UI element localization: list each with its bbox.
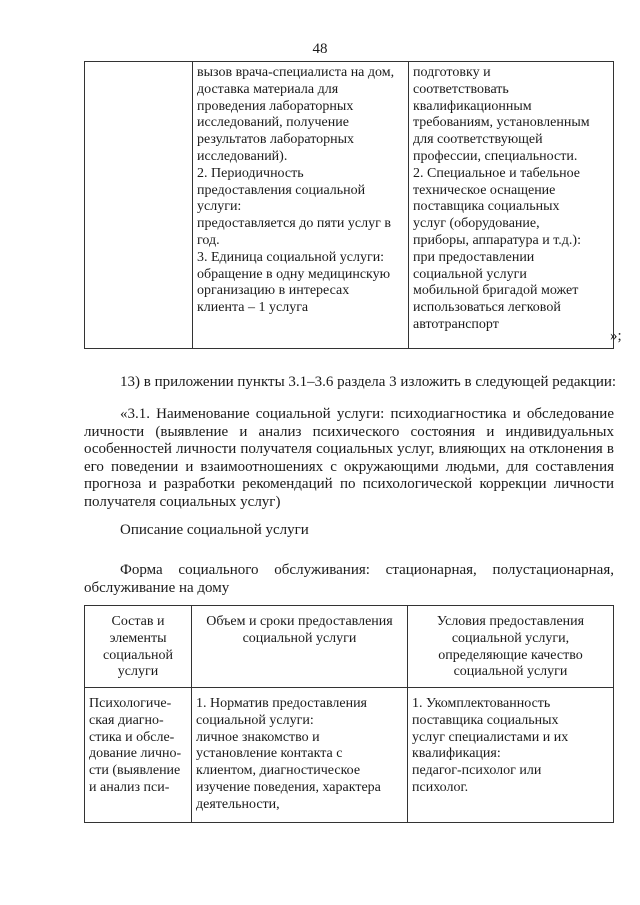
cell-line: квалификационным [413, 98, 532, 114]
cell-line: изучение поведения, характера [196, 779, 381, 795]
cell-line: деятельности, [196, 796, 280, 812]
cell-line: и анализ пси- [89, 779, 170, 795]
table-cell-volume [192, 688, 408, 823]
cell-line: предоставляется до пяти услуг в [197, 216, 391, 232]
header-line: Объем и сроки предоставления [206, 614, 393, 629]
cell-line: психолог. [412, 779, 469, 795]
cell-line: личное знакомство и [196, 729, 320, 745]
cell-line: 2. Специальное и табельное [413, 165, 581, 181]
cell-line: поставщика социальных [412, 712, 559, 728]
table-row [85, 62, 614, 349]
table-cell-composition [85, 688, 192, 823]
header-line: Условия предоставления [436, 614, 585, 629]
table-cell-conditions [408, 688, 614, 823]
cell-line: исследований). [197, 148, 288, 164]
cell-line: услуг (оборудование, [413, 216, 540, 232]
cell-line: социальной услуги [413, 266, 527, 282]
header-conditions [408, 606, 614, 688]
cell-line: соответствовать [413, 81, 509, 97]
header-line: социальной услуги, [451, 630, 570, 646]
description-heading: Описание социальной услуги [120, 522, 309, 538]
header-line: социальной [103, 647, 173, 663]
header-line: услуги [117, 664, 159, 680]
table-row [85, 688, 614, 823]
paragraph-line: обслуживание на дому [84, 579, 230, 596]
paragraph-line: «3.1. Наименование социальной услуги: психодиагностика и обследование [120, 406, 614, 422]
cell-line: поставщика социальных [413, 199, 560, 215]
cell-line: 1. Укомплектованность [412, 696, 551, 711]
paragraph-line: особенностей личности получателя социальных услуг, влияющих на отклонения в [84, 441, 614, 457]
cell-line: квалификация: [412, 746, 501, 762]
cell-line: организацию в интересах [197, 283, 350, 299]
continued-service-table [84, 61, 614, 349]
table-header-row [85, 606, 614, 688]
cell-line: для соответствующей [413, 132, 543, 148]
cell-line: клиента – 1 услуга [197, 300, 309, 316]
cell-line: подготовку и [413, 65, 491, 80]
page-number: 48 [312, 41, 328, 57]
cell-line: установление контакта с [196, 746, 343, 762]
paragraph-line: его поведении и взаимоотношениях с окружающими людьми, для составления [84, 458, 614, 475]
cell-line: услуги: [197, 199, 242, 215]
paragraph-line: прогноза и разработки рекомендаций по психологической коррекции личности [84, 476, 614, 492]
header-line: элементы [109, 630, 167, 646]
cell-line: клиентом, диагностическое [196, 763, 361, 779]
cell-line: требованиям, установленным [413, 115, 590, 131]
header-line: социальной услуги [242, 630, 357, 646]
header-line: определяющие качество [438, 647, 583, 663]
cell-line: год. [197, 232, 220, 248]
cell-line: при предоставлении [413, 249, 535, 265]
service-form-paragraph [84, 562, 614, 597]
paragraph-line: получателя социальных услуг) [84, 493, 281, 510]
service-name-paragraph [84, 406, 614, 511]
cell-line: педагог-психолог или [412, 763, 542, 779]
cell-line: предоставления социальной [197, 182, 366, 198]
paragraph-line: личности (выявление и анализ психического состояния и индивидуальных [84, 423, 614, 440]
item-13-paragraph: 13) в приложении пункты 3.1–3.6 раздела 3 изложить в следующей редакции: [120, 374, 617, 390]
cell-line: обращение в одну медицинскую [197, 266, 391, 282]
header-line: Состав и [111, 614, 165, 629]
service-description-table [84, 605, 614, 823]
cell-line: автотранспорт [413, 316, 499, 332]
cell-line: доставка материала для [197, 81, 339, 97]
cell-line: дование лично- [89, 746, 182, 762]
table-cell-composition [85, 62, 193, 349]
cell-line: приборы, аппаратура и т.д.): [413, 232, 581, 248]
cell-line: Психологиче- [89, 696, 172, 711]
closing-quote-mark: »; [610, 328, 622, 344]
cell-line: техническое оснащение [413, 182, 556, 198]
cell-line: 2. Периодичность [197, 165, 304, 181]
cell-line: социальной услуги: [196, 712, 314, 728]
cell-line: проведения лабораторных [197, 98, 354, 114]
cell-line: ская диагно- [89, 712, 164, 728]
cell-line: мобильной бригадой может [413, 283, 579, 299]
header-line: социальной услуги [453, 664, 568, 680]
cell-line: сти (выявление [89, 763, 181, 779]
table-cell-conditions [409, 62, 614, 349]
header-composition [85, 606, 192, 688]
cell-line: профессии, специальности. [413, 148, 578, 164]
cell-line: исследований, получение [197, 115, 349, 131]
cell-line: стика и обсле- [89, 729, 175, 745]
cell-line: услуг специалистами и их [412, 729, 569, 745]
table-cell-volume [193, 62, 409, 349]
cell-line: 3. Единица социальной услуги: [197, 249, 385, 265]
cell-line: использоваться легковой [413, 300, 561, 316]
cell-line: 1. Норматив предоставления [196, 696, 367, 711]
cell-line: вызов врача-специалиста на дом, [197, 65, 395, 80]
header-volume [192, 606, 408, 688]
cell-line: результатов лабораторных [197, 132, 355, 148]
paragraph-line: Форма социального обслуживания: стационарная, полустационарная, [120, 562, 614, 578]
